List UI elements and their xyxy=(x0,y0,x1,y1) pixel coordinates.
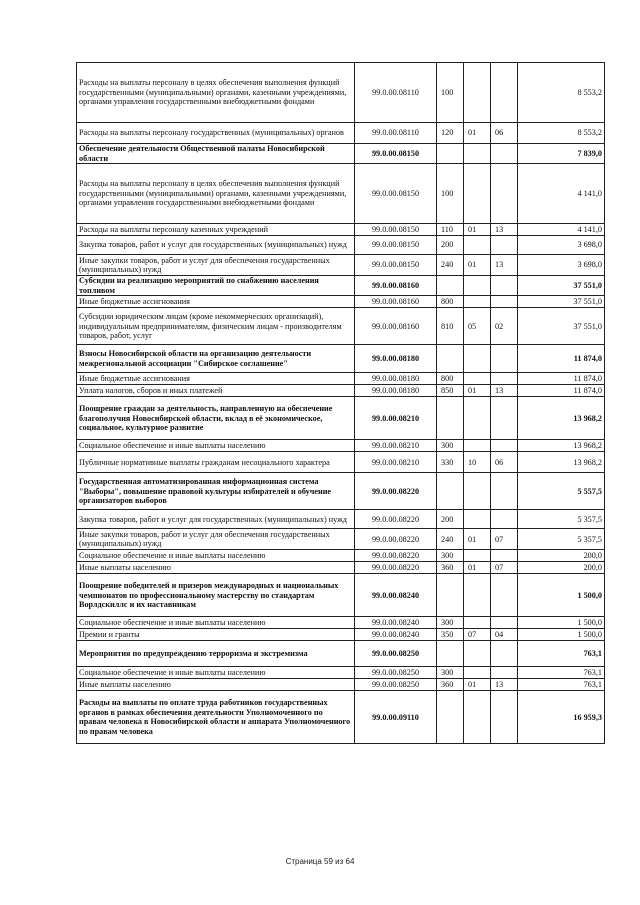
expense-name-cell: Публичные нормативные выплаты гражданам несоциального характера xyxy=(77,452,355,473)
expense-name-cell: Закупка товаров, работ и услуг для государственных (муниципальных) нужд xyxy=(77,236,355,255)
target-code-cell: 99.0.00.08150 xyxy=(355,224,437,236)
section-cell xyxy=(464,63,491,123)
target-code-cell: 99.0.00.08220 xyxy=(355,510,437,529)
expense-type-cell: 810 xyxy=(437,308,464,345)
table-row xyxy=(77,276,605,296)
section-cell xyxy=(464,574,491,617)
subsection-cell xyxy=(491,473,518,510)
table-row xyxy=(77,574,605,617)
expense-name-cell: Государственная автоматизированная информационная система "Выборы", повышение правовой культуры избирателей и обучение организаторов выборов xyxy=(77,473,355,510)
table-row xyxy=(77,562,605,574)
section-cell: 01 xyxy=(464,562,491,574)
table-row xyxy=(77,345,605,373)
subsection-cell xyxy=(491,236,518,255)
amount-cell: 763,1 xyxy=(518,641,605,667)
expense-name-cell: Закупка товаров, работ и услуг для государственных (муниципальных) нужд xyxy=(77,510,355,529)
subsection-cell: 07 xyxy=(491,529,518,550)
table-row xyxy=(77,452,605,473)
section-cell: 10 xyxy=(464,452,491,473)
target-code-cell: 99.0.00.08220 xyxy=(355,562,437,574)
table-row xyxy=(77,529,605,550)
table-row xyxy=(77,385,605,397)
expense-name-cell: Расходы на выплаты персоналу казенных учреждений xyxy=(77,224,355,236)
target-code-cell: 99.0.00.08110 xyxy=(355,63,437,123)
amount-cell: 1 500,0 xyxy=(518,617,605,629)
section-cell: 05 xyxy=(464,308,491,345)
amount-cell: 8 553,2 xyxy=(518,63,605,123)
table-row xyxy=(77,473,605,510)
table-row xyxy=(77,667,605,679)
amount-cell: 4 141,0 xyxy=(518,224,605,236)
target-code-cell: 99.0.00.08220 xyxy=(355,529,437,550)
table-row xyxy=(77,236,605,255)
amount-cell: 13 968,2 xyxy=(518,397,605,440)
target-code-cell: 99.0.00.08250 xyxy=(355,679,437,691)
subsection-cell: 06 xyxy=(491,123,518,144)
table-row xyxy=(77,617,605,629)
subsection-cell: 06 xyxy=(491,452,518,473)
table-row xyxy=(77,510,605,529)
subsection-cell: 04 xyxy=(491,629,518,641)
amount-cell: 37 551,0 xyxy=(518,296,605,308)
target-code-cell: 99.0.00.08160 xyxy=(355,308,437,345)
expense-type-cell: 300 xyxy=(437,617,464,629)
expense-name-cell: Иные выплаты населению xyxy=(77,679,355,691)
target-code-cell: 99.0.00.08210 xyxy=(355,452,437,473)
table-row xyxy=(77,629,605,641)
target-code-cell: 99.0.00.08180 xyxy=(355,345,437,373)
table-row xyxy=(77,224,605,236)
subsection-cell xyxy=(491,63,518,123)
expense-type-cell: 360 xyxy=(437,562,464,574)
expense-type-cell: 240 xyxy=(437,529,464,550)
expense-type-cell xyxy=(437,691,464,744)
target-code-cell: 99.0.00.08160 xyxy=(355,276,437,296)
section-cell: 01 xyxy=(464,123,491,144)
subsection-cell xyxy=(491,345,518,373)
expense-type-cell: 360 xyxy=(437,679,464,691)
expense-type-cell: 800 xyxy=(437,296,464,308)
expense-name-cell: Социальное обеспечение и иные выплаты населению xyxy=(77,617,355,629)
section-cell xyxy=(464,510,491,529)
subsection-cell xyxy=(491,574,518,617)
expense-name-cell: Расходы на выплаты по оплате труда работников государственных органов в рамках обеспечения деятельности Уполномоченного по правам человека в Новосибирской области и аппарата Уполномоченного по правам человека xyxy=(77,691,355,744)
expense-type-cell: 200 xyxy=(437,236,464,255)
expense-type-cell xyxy=(437,574,464,617)
expense-name-cell: Субсидии на реализацию мероприятий по снабжению населения топливом xyxy=(77,276,355,296)
expense-name-cell: Иные закупки товаров, работ и услуг для обеспечения государственных (муниципальных) нужд xyxy=(77,255,355,276)
expense-name-cell: Социальное обеспечение и иные выплаты населению xyxy=(77,550,355,562)
target-code-cell: 99.0.00.08240 xyxy=(355,574,437,617)
expense-name-cell: Уплата налогов, сборов и иных платежей xyxy=(77,385,355,397)
subsection-cell xyxy=(491,691,518,744)
expense-type-cell: 300 xyxy=(437,440,464,452)
table-row xyxy=(77,397,605,440)
section-cell xyxy=(464,440,491,452)
section-cell: 01 xyxy=(464,255,491,276)
table-row xyxy=(77,123,605,144)
expense-type-cell xyxy=(437,276,464,296)
expense-name-cell: Социальное обеспечение и иные выплаты населению xyxy=(77,440,355,452)
section-cell xyxy=(464,667,491,679)
amount-cell: 5 357,5 xyxy=(518,529,605,550)
subsection-cell xyxy=(491,617,518,629)
subsection-cell xyxy=(491,397,518,440)
section-cell: 01 xyxy=(464,529,491,550)
target-code-cell: 99.0.00.08240 xyxy=(355,617,437,629)
expense-name-cell: Иные бюджетные ассигнования xyxy=(77,373,355,385)
table-row xyxy=(77,144,605,164)
amount-cell: 11 874,0 xyxy=(518,385,605,397)
expense-name-cell: Расходы на выплаты персоналу государственных (муниципальных) органов xyxy=(77,123,355,144)
amount-cell: 763,1 xyxy=(518,679,605,691)
target-code-cell: 99.0.00.08110 xyxy=(355,123,437,144)
amount-cell: 4 141,0 xyxy=(518,164,605,224)
target-code-cell: 99.0.00.08180 xyxy=(355,385,437,397)
table-row xyxy=(77,440,605,452)
section-cell: 01 xyxy=(464,385,491,397)
page-number-label: Страница 59 из 64 xyxy=(285,857,355,866)
subsection-cell: 13 xyxy=(491,679,518,691)
section-cell xyxy=(464,473,491,510)
amount-cell: 16 959,3 xyxy=(518,691,605,744)
expense-name-cell: Иные выплаты населению xyxy=(77,562,355,574)
amount-cell: 200,0 xyxy=(518,562,605,574)
subsection-cell xyxy=(491,667,518,679)
section-cell xyxy=(464,641,491,667)
section-cell xyxy=(464,276,491,296)
table-row xyxy=(77,373,605,385)
target-code-cell: 99.0.00.08210 xyxy=(355,440,437,452)
subsection-cell: 02 xyxy=(491,308,518,345)
amount-cell: 37 551,0 xyxy=(518,276,605,296)
amount-cell: 1 500,0 xyxy=(518,574,605,617)
amount-cell: 5 557,5 xyxy=(518,473,605,510)
expense-name-cell: Расходы на выплаты персоналу в целях обеспечения выполнения функций государственными (муниципальными) органами, казенными учреждениями, органами управления государственными внебюджетными фондами xyxy=(77,63,355,123)
subsection-cell: 13 xyxy=(491,224,518,236)
table-row xyxy=(77,63,605,123)
expense-name-cell: Социальное обеспечение и иные выплаты населению xyxy=(77,667,355,679)
subsection-cell xyxy=(491,296,518,308)
expense-type-cell: 800 xyxy=(437,373,464,385)
amount-cell: 11 874,0 xyxy=(518,345,605,373)
table-body xyxy=(77,63,605,744)
subsection-cell xyxy=(491,144,518,164)
subsection-cell xyxy=(491,276,518,296)
amount-cell: 13 968,2 xyxy=(518,452,605,473)
target-code-cell: 99.0.00.08150 xyxy=(355,164,437,224)
amount-cell: 7 839,0 xyxy=(518,144,605,164)
subsection-cell xyxy=(491,550,518,562)
budget-table xyxy=(76,62,605,744)
target-code-cell: 99.0.00.08180 xyxy=(355,373,437,385)
target-code-cell: 99.0.00.08160 xyxy=(355,296,437,308)
amount-cell: 37 551,0 xyxy=(518,308,605,345)
section-cell xyxy=(464,144,491,164)
subsection-cell xyxy=(491,440,518,452)
expense-type-cell: 100 xyxy=(437,63,464,123)
amount-cell: 5 357,5 xyxy=(518,510,605,529)
subsection-cell xyxy=(491,164,518,224)
expense-name-cell: Поощрение граждан за деятельность, направленную на обеспечение благополучия Новосибирской области, вклад в её экономическое, социальное, культурное развитие xyxy=(77,397,355,440)
amount-cell: 11 874,0 xyxy=(518,373,605,385)
section-cell xyxy=(464,691,491,744)
subsection-cell: 13 xyxy=(491,255,518,276)
target-code-cell: 99.0.00.08250 xyxy=(355,641,437,667)
section-cell xyxy=(464,296,491,308)
amount-cell: 8 553,2 xyxy=(518,123,605,144)
section-cell xyxy=(464,397,491,440)
target-code-cell: 99.0.00.08220 xyxy=(355,473,437,510)
subsection-cell xyxy=(491,373,518,385)
amount-cell: 3 698,0 xyxy=(518,236,605,255)
expense-type-cell xyxy=(437,473,464,510)
section-cell xyxy=(464,164,491,224)
section-cell: 01 xyxy=(464,224,491,236)
amount-cell: 200,0 xyxy=(518,550,605,562)
table-row xyxy=(77,308,605,345)
target-code-cell: 99.0.00.08220 xyxy=(355,550,437,562)
subsection-cell xyxy=(491,510,518,529)
table-row xyxy=(77,550,605,562)
expense-type-cell: 300 xyxy=(437,550,464,562)
expense-type-cell: 350 xyxy=(437,629,464,641)
expense-name-cell: Субсидии юридическим лицам (кроме некоммерческих организаций), индивидуальным предпринимателям, физическим лицам - производителям товаров, работ, услуг xyxy=(77,308,355,345)
amount-cell: 13 968,2 xyxy=(518,440,605,452)
target-code-cell: 99.0.00.08210 xyxy=(355,397,437,440)
table-row xyxy=(77,641,605,667)
subsection-cell: 07 xyxy=(491,562,518,574)
section-cell xyxy=(464,345,491,373)
expense-type-cell: 330 xyxy=(437,452,464,473)
target-code-cell: 99.0.00.08150 xyxy=(355,144,437,164)
section-cell xyxy=(464,550,491,562)
amount-cell: 3 698,0 xyxy=(518,255,605,276)
section-cell xyxy=(464,236,491,255)
expense-name-cell: Взносы Новосибирской области на организацию деятельности межрегиональной ассоциации "Сибирское соглашение" xyxy=(77,345,355,373)
expense-name-cell: Иные бюджетные ассигнования xyxy=(77,296,355,308)
expense-type-cell: 240 xyxy=(437,255,464,276)
target-code-cell: 99.0.00.09110 xyxy=(355,691,437,744)
target-code-cell: 99.0.00.08240 xyxy=(355,629,437,641)
expense-type-cell: 100 xyxy=(437,164,464,224)
subsection-cell xyxy=(491,641,518,667)
expense-name-cell: Мероприятия по предупреждению терроризма и экстремизма xyxy=(77,641,355,667)
page-footer xyxy=(0,857,640,866)
expense-type-cell: 200 xyxy=(437,510,464,529)
table-row xyxy=(77,691,605,744)
subsection-cell: 13 xyxy=(491,385,518,397)
amount-cell: 763,1 xyxy=(518,667,605,679)
expense-type-cell: 120 xyxy=(437,123,464,144)
expense-name-cell: Обеспечение деятельности Общественной палаты Новосибирской области xyxy=(77,144,355,164)
expense-type-cell xyxy=(437,144,464,164)
section-cell: 01 xyxy=(464,679,491,691)
table-row xyxy=(77,255,605,276)
section-cell xyxy=(464,373,491,385)
target-code-cell: 99.0.00.08150 xyxy=(355,255,437,276)
expense-type-cell: 110 xyxy=(437,224,464,236)
amount-cell: 1 500,0 xyxy=(518,629,605,641)
target-code-cell: 99.0.00.08250 xyxy=(355,667,437,679)
expense-name-cell: Поощрение победителей и призеров международных и национальных чемпионатов по профессиональному мастерству по стандартам Ворлдскиллс и их наставникам xyxy=(77,574,355,617)
table-row xyxy=(77,296,605,308)
expense-name-cell: Премии и гранты xyxy=(77,629,355,641)
table-row xyxy=(77,679,605,691)
section-cell xyxy=(464,617,491,629)
expense-type-cell: 850 xyxy=(437,385,464,397)
expense-type-cell xyxy=(437,397,464,440)
target-code-cell: 99.0.00.08150 xyxy=(355,236,437,255)
expense-name-cell: Иные закупки товаров, работ и услуг для обеспечения государственных (муниципальных) нужд xyxy=(77,529,355,550)
section-cell: 07 xyxy=(464,629,491,641)
table-row xyxy=(77,164,605,224)
expense-type-cell: 300 xyxy=(437,667,464,679)
expense-name-cell: Расходы на выплаты персоналу в целях обеспечения выполнения функций государственными (муниципальными) органами, казенными учреждениями, органами управления государственными внебюджетными фондами xyxy=(77,164,355,224)
expense-type-cell xyxy=(437,345,464,373)
expense-type-cell xyxy=(437,641,464,667)
